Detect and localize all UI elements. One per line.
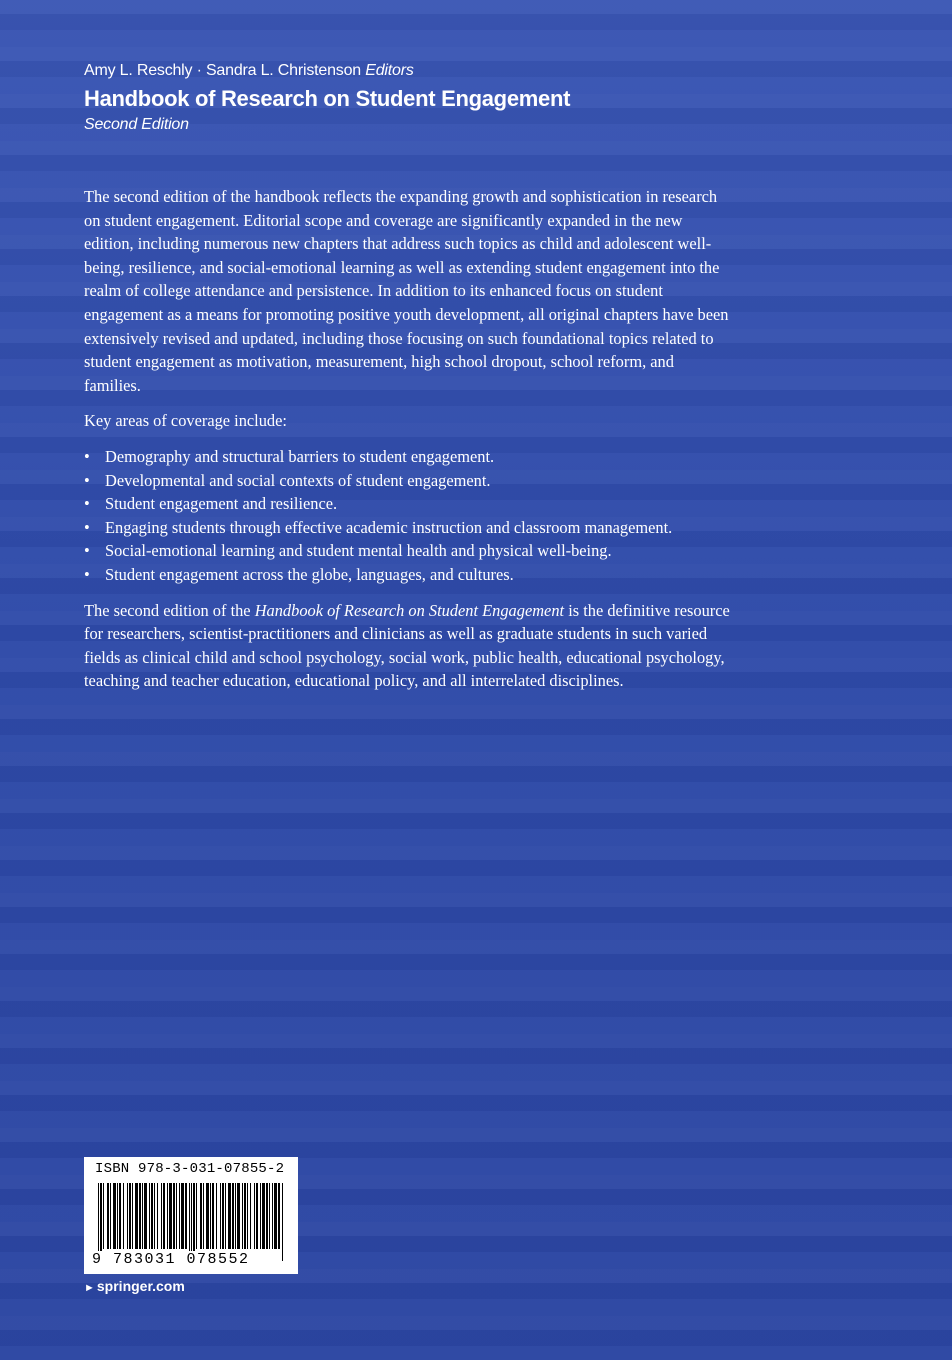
key-areas-list xyxy=(84,445,734,587)
barcode-bar xyxy=(181,1183,184,1249)
key-area-text: Social-emotional learning and student mental health and physical well-being. xyxy=(105,541,612,561)
barcode-bar xyxy=(260,1183,261,1249)
barcode-bar xyxy=(157,1183,158,1249)
barcode-bar xyxy=(191,1183,192,1261)
barcode-bar xyxy=(237,1183,240,1249)
barcode-bar xyxy=(244,1183,246,1249)
closing-book-title: Handbook of Research on Student Engagement xyxy=(254,600,565,620)
barcode-digits xyxy=(92,1251,296,1268)
key-area-item xyxy=(84,445,734,469)
barcode-bar xyxy=(163,1183,165,1249)
barcode-bar xyxy=(262,1183,265,1249)
barcode-icon xyxy=(98,1183,286,1261)
barcode-bar xyxy=(169,1183,172,1249)
barcode-bar xyxy=(142,1183,143,1249)
publisher-link[interactable] xyxy=(84,1278,185,1294)
barcode-bar xyxy=(189,1183,190,1261)
barcode-bar xyxy=(129,1183,131,1249)
barcode-bar xyxy=(242,1183,243,1249)
barcode-bar xyxy=(151,1183,153,1249)
barcode-bar xyxy=(173,1183,175,1249)
barcode-bar xyxy=(167,1183,168,1249)
barcode-bar xyxy=(161,1183,162,1249)
barcode-bar xyxy=(119,1183,121,1249)
barcode-bar xyxy=(266,1183,268,1249)
bullet-icon: • xyxy=(84,517,90,537)
barcode-bar xyxy=(274,1183,277,1249)
barcode-bar xyxy=(282,1183,283,1261)
isbn-barcode xyxy=(84,1157,298,1274)
bullet-icon: • xyxy=(84,470,90,490)
barcode-bar xyxy=(110,1183,111,1249)
key-area-text: Engaging students through effective academic instruction and classroom management. xyxy=(105,517,673,537)
intro-paragraph: The second edition of the handbook reflects the expanding growth and sophistication in research on student engagement. Editorial scope and coverage are significantly expanded in the new edition, including numerous new chapters that address such topics as child and adolescent well-being, resilience, and social-emotional learning as well as extending student engagement into the realm of college attendance and persistence. In addition to its enhanced focus on student engagement as a means for promoting positive youth development, all original chapters have been extensively revised and updated, including those focusing on such foundational topics related to student engagement as motivation, measurement, high school dropout, school reform, and families. xyxy=(84,187,729,395)
isbn-label: ISBN 978-3-031-07855-2 xyxy=(95,1161,285,1177)
barcode-bar xyxy=(203,1183,204,1249)
book-title: Handbook of Research on Student Engagement xyxy=(84,86,571,111)
barcode-bar xyxy=(200,1183,202,1249)
closing-paragraph xyxy=(84,599,734,693)
barcode-bar xyxy=(278,1183,280,1249)
key-area-text: Student engagement and resilience. xyxy=(105,494,338,514)
barcode-bar xyxy=(222,1183,224,1249)
barcode-bar xyxy=(210,1183,211,1249)
barcode-bar xyxy=(103,1183,104,1249)
barcode-bar xyxy=(228,1183,231,1249)
arrow-right-icon: ► xyxy=(84,1282,95,1294)
key-area-text: Demography and structural barriers to student engagement. xyxy=(105,446,495,466)
barcode-bar xyxy=(144,1183,147,1249)
barcode-bar xyxy=(123,1183,124,1249)
barcode-bar xyxy=(135,1183,138,1249)
cover-header xyxy=(84,60,844,136)
barcode-bar xyxy=(216,1183,217,1249)
barcode-bar xyxy=(232,1183,234,1249)
barcode-bar xyxy=(247,1183,248,1249)
barcode-bar xyxy=(250,1183,251,1249)
barcode-bar xyxy=(154,1183,155,1249)
barcode-bar xyxy=(117,1183,118,1249)
barcode-bar xyxy=(235,1183,236,1249)
barcode-bar xyxy=(98,1183,99,1261)
barcode-bar xyxy=(269,1183,270,1249)
barcode-bar xyxy=(256,1183,258,1249)
barcode-bar xyxy=(212,1183,214,1249)
key-area-item xyxy=(84,563,734,587)
closing-before: The second edition of the xyxy=(84,600,251,620)
barcode-bar xyxy=(107,1183,109,1249)
bullet-icon: • xyxy=(84,564,90,584)
key-area-item xyxy=(84,539,734,563)
barcode-digits-text: 9 783031 078552 xyxy=(92,1251,250,1268)
editors-role: Editors xyxy=(365,62,414,79)
barcode-bar xyxy=(113,1183,116,1249)
barcode-bar xyxy=(272,1183,273,1249)
key-area-item xyxy=(84,516,734,540)
editors-names: Amy L. Reschly · Sandra L. Christenson xyxy=(84,62,361,79)
barcode-bar xyxy=(179,1183,180,1249)
barcode-bar xyxy=(196,1183,197,1249)
barcode-bar xyxy=(127,1183,128,1249)
edition-label: Second Edition xyxy=(84,116,189,133)
editors-line xyxy=(84,60,844,82)
barcode-bar xyxy=(139,1183,141,1249)
barcode-bar xyxy=(193,1183,195,1261)
barcode-bar xyxy=(254,1183,255,1249)
bullet-icon: • xyxy=(84,494,90,514)
closing-after: is the definitive resource for researchers, scientist-practitioners and clinicians as well as graduate students in such varied fields as clinical child and school psychology, social work, public health, educational psychology, teaching and teacher education, educational policy, and all interrelated disciplines. xyxy=(84,600,730,691)
key-area-item xyxy=(84,469,734,493)
key-areas-heading: Key areas of coverage include: xyxy=(84,411,287,431)
barcode-bar xyxy=(206,1183,209,1249)
publisher-website: springer.com xyxy=(96,1278,185,1294)
barcode-bar xyxy=(176,1183,177,1249)
key-area-item xyxy=(84,492,734,516)
bullet-icon: • xyxy=(84,446,90,466)
key-area-text: Developmental and social contexts of student engagement. xyxy=(105,470,491,490)
barcode-bar xyxy=(220,1183,221,1249)
bullet-icon: • xyxy=(84,541,90,561)
key-area-text: Student engagement across the globe, languages, and cultures. xyxy=(105,564,514,584)
book-description xyxy=(84,185,734,705)
barcode-bar xyxy=(100,1183,102,1261)
barcode-bar xyxy=(185,1183,187,1249)
barcode-bar xyxy=(132,1183,133,1249)
barcode-bar xyxy=(149,1183,150,1249)
barcode-bar xyxy=(225,1183,226,1249)
